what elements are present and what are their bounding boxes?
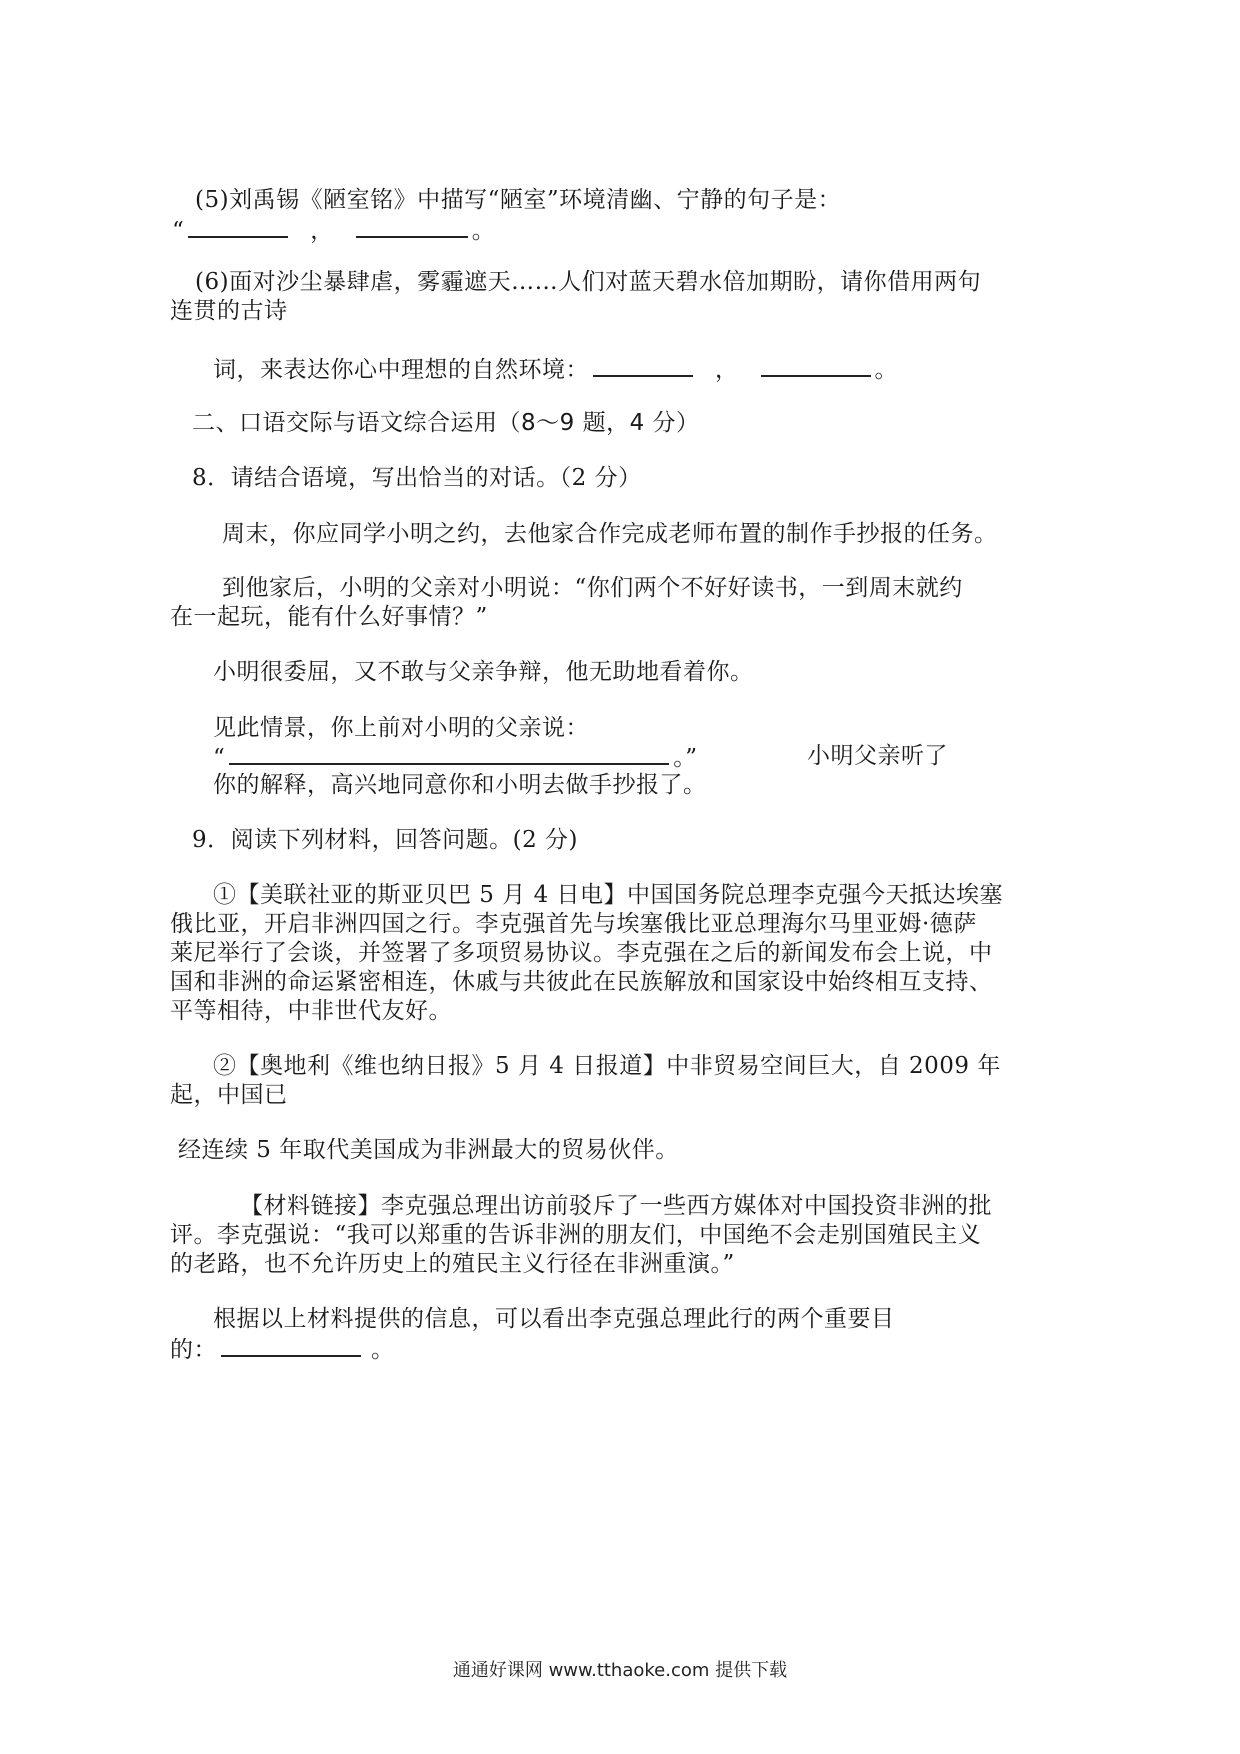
q8-paragraph-2-line-1: 到他家后，小明的父亲对小明说：“你们两个不好好读书，一到周末就约 bbox=[222, 575, 963, 601]
section-heading: 二、口语交际与语文综合运用（8～9 题，4 分） bbox=[192, 410, 700, 436]
q6-line-3 bbox=[213, 353, 898, 385]
q8-tail-text: 小明父亲听了 bbox=[807, 743, 948, 769]
q8-paragraph-2-line-2: 在一起玩，能有什么好事情？” bbox=[170, 604, 488, 630]
q5-line-1: (5)刘禹锡《陋室铭》中描写“陋室”环境清幽、宁静的句子是： bbox=[195, 187, 842, 213]
q8-paragraph-3: 小明很委屈，又不敢与父亲争辩，他无助地看着你。 bbox=[213, 659, 754, 685]
q6-line-2: 连贯的古诗 bbox=[170, 298, 288, 324]
q8-paragraph-4-line-3: 你的解释，高兴地同意你和小明去做手抄报了。 bbox=[213, 772, 707, 798]
material-2-line-3: 经连续 5 年取代美国成为非洲最大的贸易伙伴。 bbox=[178, 1137, 679, 1163]
material-1-line-1: ①【美联社亚的斯亚贝巴 5 月 4 日电】中国国务院总理李克强今天抵达埃塞 bbox=[213, 882, 1004, 908]
q6-line-1: (6)面对沙尘暴肆虐，雾霾遮天……人们对蓝天碧水倍加期盼，请你借用两句 bbox=[195, 269, 982, 295]
page-footer: 通通好课网 www.tthaoke.com 提供下载 bbox=[452, 1660, 788, 1681]
q5-line-2 bbox=[172, 214, 495, 246]
material-1-line-5: 平等相待，中非世代友好。 bbox=[170, 998, 452, 1024]
material-1-line-4: 国和非洲的命运紧密相连，休戚与共彼此在民族解放和国家设中始终相互支持、 bbox=[170, 969, 993, 995]
q8-paragraph-1: 周末，你应同学小明之约，去他家合作完成老师布置的制作手抄报的任务。 bbox=[222, 521, 998, 547]
material-link-line-2: 评。李克强说：“我可以郑重的告诉非洲的朋友们，中国绝不会走别国殖民主义 bbox=[170, 1222, 982, 1248]
answer-blank-4[interactable] bbox=[761, 353, 871, 377]
separator: ， bbox=[715, 357, 739, 383]
open-quote: “ bbox=[172, 218, 185, 244]
answer-blank-3[interactable] bbox=[593, 353, 693, 377]
material-1-line-3: 莱尼举行了会谈，并签署了多项贸易协议。李克强在之后的新闻发布会上说，中 bbox=[170, 940, 993, 966]
open-quote: “ bbox=[213, 745, 226, 771]
end-mark: 。 bbox=[471, 218, 496, 244]
material-2-line-2: 起，中国已 bbox=[170, 1082, 288, 1108]
q9-title: 9．阅读下列材料，回答问题。(2 分) bbox=[192, 827, 579, 853]
answer-blank-6[interactable] bbox=[221, 1333, 361, 1357]
q6-prompt: 词，来表达你心中理想的自然环境： bbox=[213, 357, 589, 383]
answer-blank-1[interactable] bbox=[188, 214, 288, 238]
material-link-line-1: 【材料链接】李克强总理出访前驳斥了一些西方媒体对中国投资非洲的批 bbox=[240, 1193, 992, 1219]
q8-paragraph-4-line-2 bbox=[213, 741, 948, 773]
material-2-line-1: ②【奥地利《维也纳日报》5 月 4 日报道】中非贸易空间巨大，自 2009 年 bbox=[213, 1053, 1001, 1079]
end-mark: 。 bbox=[371, 1337, 395, 1363]
material-1-line-2: 俄比亚，开启非洲四国之行。李克强首先与埃塞俄比亚总理海尔马里亚姆·德萨 bbox=[170, 911, 977, 937]
material-link-line-3: 的老路，也不允许历史上的殖民主义行径在非洲重演。” bbox=[170, 1251, 735, 1277]
q9-ask-prefix: 的： bbox=[170, 1337, 217, 1363]
q9-ask-line-1: 根据以上材料提供的信息，可以看出李克强总理此行的两个重要目 bbox=[213, 1306, 895, 1332]
separator: ， bbox=[310, 218, 334, 244]
q8-title: 8．请结合语境，写出恰当的对话。（2 分） bbox=[192, 465, 642, 491]
q9-ask-line-2 bbox=[170, 1333, 395, 1365]
close-quote: 。” bbox=[673, 745, 698, 771]
end-mark: 。 bbox=[874, 357, 898, 383]
answer-blank-5[interactable] bbox=[229, 741, 669, 765]
q8-paragraph-4-line-1: 见此情景，你上前对小明的父亲说： bbox=[213, 715, 589, 741]
answer-blank-2[interactable] bbox=[356, 214, 468, 238]
